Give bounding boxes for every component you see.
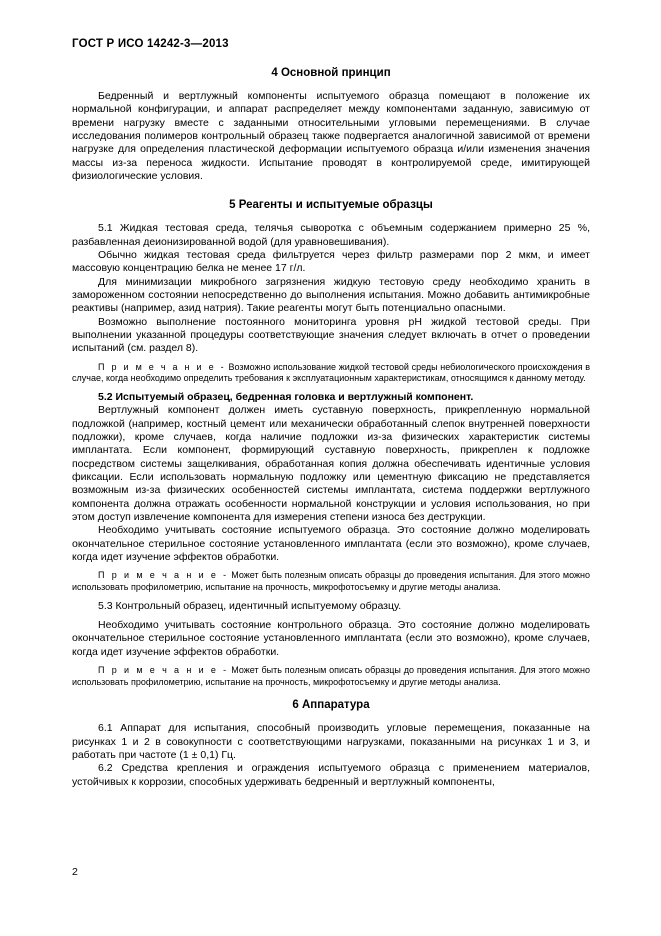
paragraph: Вертлужный компонент должен иметь суставную поверхность, прикрепленную нормальной подложкой (например, костный цемент или механически обработанный слепок внутренней поверхности подложки), кроме случаев, когда наличие подложки из-за физических характеристик системы имплантата. Если компонент, формирующий суставную поверхность, прикреплен к подложке посредством системы защелкивания, обработанная копия должна обеспечивать идентичные условия фиксации. Если использовать нормальную подложку или цементную фиксацию не представляется возможным из-за физических особенностей системы имплантата, система поддержки вертлужного компонента должна отражать особенности нормальной конструкции и условия использования, но при этом доступ извлечение компонента для измерения степени износа без деструкции. (72, 404, 590, 523)
paragraph: Необходимо учитывать состояние испытуемого образца. Это состояние должно моделировать окончательное стерильное состояние установленного имплантата (если это возможно), кроме случаев, когда идет изучение эффектов обработки. (72, 524, 590, 563)
note-block (72, 665, 590, 688)
paragraph: Возможно выполнение постоянного мониторинга уровня pH жидкой тестовой среды. При выполнении указанной процедуры соответствующие значения следует включать в отчет о проведении испытаний (см. раздел 8). (72, 315, 590, 355)
note-label: П р и м е ч а н и е - (98, 361, 226, 372)
page-number: 2 (72, 866, 78, 878)
paragraph: 6.1 Аппарат для испытания, способный производить угловые перемещения, показанные на рисунках 1 и 2 в совокупности с соответствующими нагрузками, показанными на рисунках 1 и 3, и работать при частоте (1 ± 0,1) Гц. (72, 722, 590, 761)
section-heading-4: 4 Основной принцип (271, 67, 391, 79)
note-block (72, 362, 590, 385)
note-text: Возможно использование жидкой тестовой среды небиологического происхождения в случае, когда необходимо определить требования к эксплуатационным характеристикам, относящимся к данному методу. (72, 361, 590, 384)
note-label: П р и м е ч а н и е - (98, 664, 229, 675)
paragraph: 5.1 Жидкая тестовая среда, телячья сыворотка с объемным содержанием примерно 25 %, разбавленная деионизированной водой (для уравновешивания). (72, 222, 590, 248)
paragraph: Для минимизации микробного загрязнения жидкую тестовую среду необходимо хранить в замороженном состоянии непосредственно до выполнения испытания. Можно добавить антимикробные реактивы (например, азид натрия). Такие реагенты могут быть потенциально опасными. (72, 275, 590, 315)
page-content (72, 38, 590, 789)
note-text: Может быть полезным описать образцы до проведения испытания. Для этого можно использовать профилометрию, испытание на прочность, микрофотосъемку и другие методы анализа. (72, 570, 590, 592)
paragraph: Обычно жидкая тестовая среда фильтруется через фильтр размерами пор 2 мкм, и имеет массовую концентрацию белка не менее 17 г/л. (72, 248, 590, 275)
section-heading-6: 6 Аппаратура (292, 699, 370, 712)
subsection-heading-5-2: 5.2 Испытуемый образец, бедренная головка и вертлужный компонент. (98, 390, 474, 403)
document-standard-number: ГОСТ Р ИСО 14242-3—2013 (72, 38, 229, 50)
paragraph: 5.3 Контрольный образец, идентичный испытуемому образцу. (98, 599, 402, 612)
note-text: Может быть полезным описать образцы до проведения испытания. Для этого можно использовать профилометрию, испытание на прочность, микрофотосъемку и другие методы анализа. (72, 664, 590, 687)
paragraph: 6.2 Средства крепления и ограждения испытуемого образца с применением материалов, устойчивых к коррозии, способных удерживать бедренный и вертлужный компоненты, (72, 762, 590, 788)
note-block (72, 570, 590, 593)
paragraph: Бедренный и вертлужный компоненты испытуемого образца помещают в положение их нормальной конфигурации, и аппарат распределяет между компонентами заданную, зависимую от времени нагрузку вместе с заданными относительными угловыми перемещениями. В случае исследования полимеров контрольный образец также подвергается аналогичной зависимой от времени нагрузке для определения пластической деформации испытуемого образца и/или изменения значения массы из-за переноса жидкости. Испытание проводят в контролируемой среде, имитирующей физиологические условия. (72, 90, 590, 182)
section-heading-5: 5 Реагенты и испытуемые образцы (229, 199, 433, 212)
paragraph: Необходимо учитывать состояние контрольного образца. Это состояние должно моделировать окончательное стерильное состояние установленного имплантата (если это возможно), кроме случаев, когда идет изучение эффектов обработки. (72, 618, 590, 658)
note-label: П р и м е ч а н и е - (98, 570, 229, 581)
